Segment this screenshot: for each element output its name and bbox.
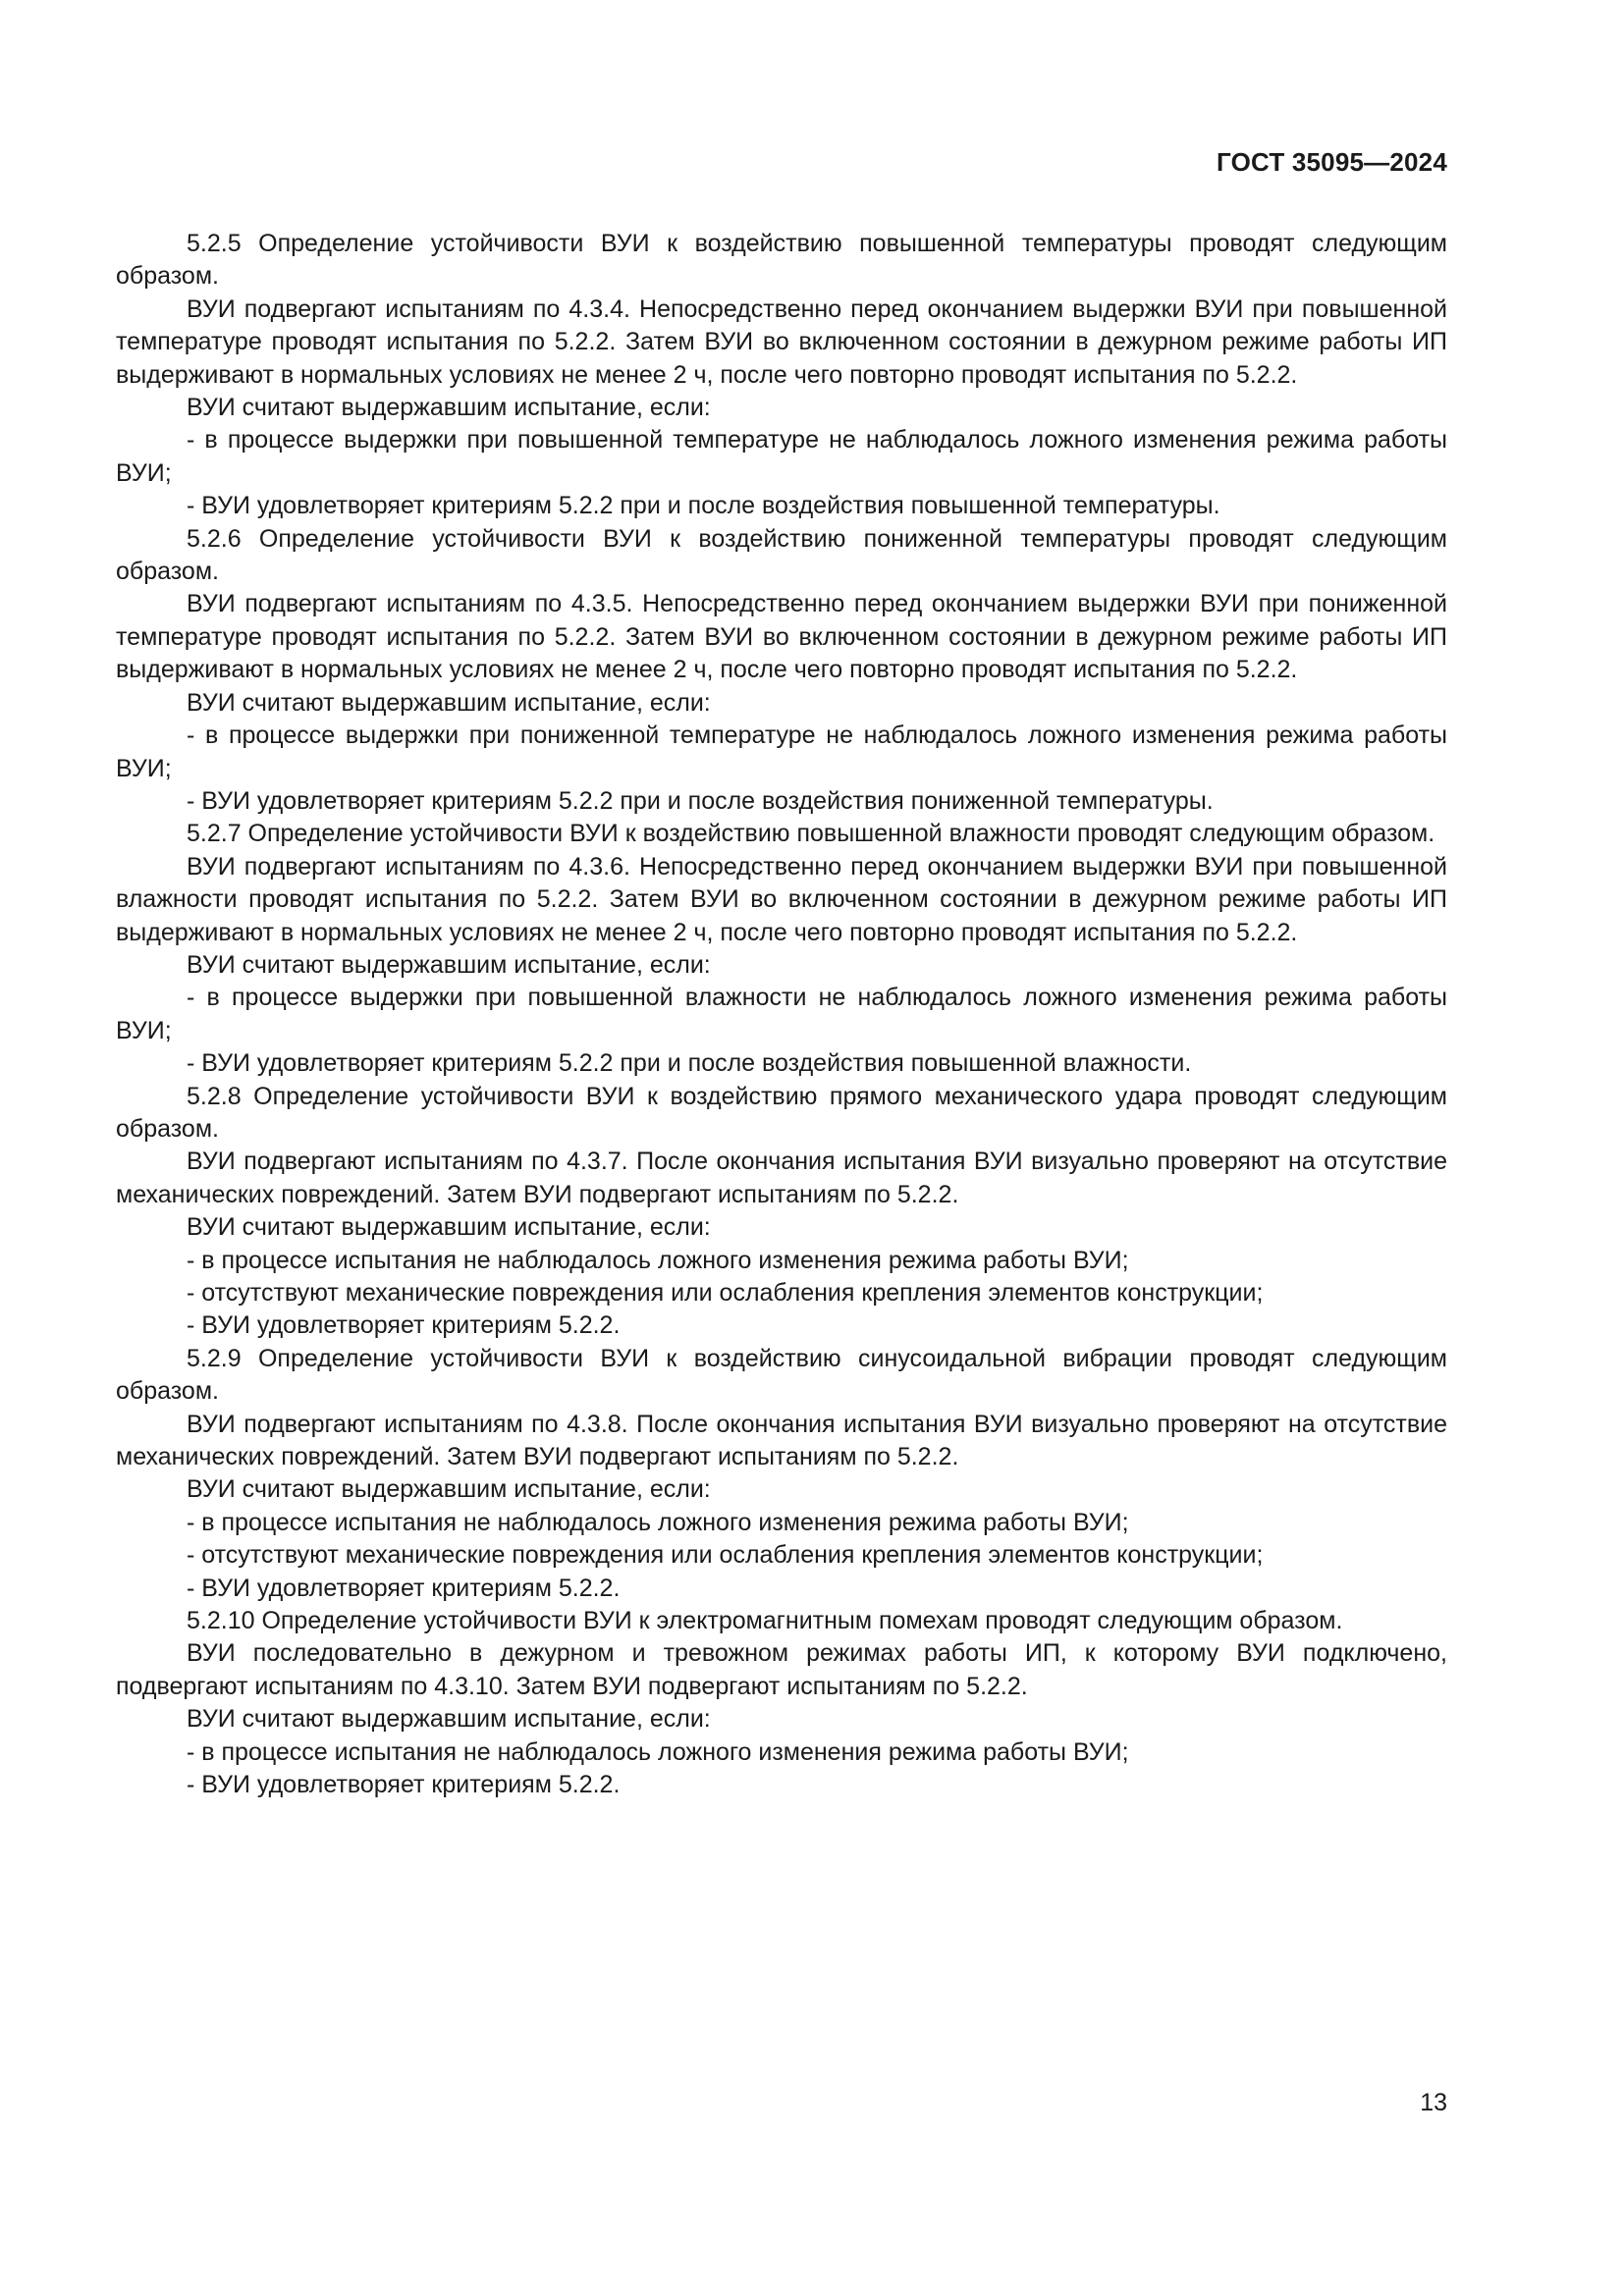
paragraph: 5.2.6 Определение устойчивости ВУИ к воздействию пониженной температуры проводят следующим образом. bbox=[116, 524, 1447, 586]
paragraph: 5.2.8 Определение устойчивости ВУИ к воздействию прямого механического удара проводят следующим образом. bbox=[116, 1082, 1447, 1143]
list-item: - отсутствуют механические повреждения или ослабления крепления элементов конструкции; bbox=[187, 1541, 1264, 1570]
paragraph: ВУИ считают выдержавшим испытание, если: bbox=[187, 1213, 711, 1242]
paragraph: ВУИ считают выдержавшим испытание, если: bbox=[187, 1475, 711, 1504]
list-item: - ВУИ удовлетворяет критериям 5.2.2 при и после воздействия повышенной температуры. bbox=[187, 492, 1220, 520]
list-item: - в процессе испытания не наблюдалось ложного изменения режима работы ВУИ; bbox=[187, 1508, 1129, 1536]
paragraph: 5.2.5 Определение устойчивости ВУИ к воздействию повышенной температуры проводят следующим образом. bbox=[116, 230, 1447, 291]
list-item: - отсутствуют механические повреждения или ослабления крепления элементов конструкции; bbox=[187, 1279, 1264, 1307]
document-body bbox=[116, 228, 1447, 1802]
paragraph: ВУИ подвергают испытаниям по 4.3.4. Непосредственно перед окончанием выдержки ВУИ при повышенной температуре проводят испытания по 5.2.2. Затем ВУИ во включенном состоянии в дежурном режиме работы ИП выдерживают в нормальных условиях не менее 2 ч, после чего повторно проводят испытания по 5.2.2. bbox=[116, 294, 1447, 389]
document-code: ГОСТ 35095—2024 bbox=[1217, 147, 1447, 177]
paragraph: ВУИ подвергают испытаниям по 4.3.5. Непосредственно перед окончанием выдержки ВУИ при пониженной температуре проводят испытания по 5.2.2. Затем ВУИ во включенном состоянии в дежурном режиме работы ИП выдерживают в нормальных условиях не менее 2 ч, после чего повторно проводят испытания по 5.2.2. bbox=[116, 590, 1447, 684]
paragraph: ВУИ считают выдержавшим испытание, если: bbox=[187, 394, 711, 422]
paragraph: ВУИ подвергают испытаниям по 4.3.7. После окончания испытания ВУИ визуально проверяют на отсутствие механических повреждений. Затем ВУИ подвергают испытаниям по 5.2.2. bbox=[116, 1148, 1447, 1208]
paragraph: ВУИ подвергают испытаниям по 4.3.6. Непосредственно перед окончанием выдержки ВУИ при повышенной влажности проводят испытания по 5.2.2. Затем ВУИ во включенном состоянии в дежурном режиме работы ИП выдерживают в нормальных условиях не менее 2 ч, после чего повторно проводят испытания по 5.2.2. bbox=[116, 852, 1447, 946]
page-number: 13 bbox=[1420, 2089, 1447, 2116]
list-item: - ВУИ удовлетворяет критериям 5.2.2 при и после воздействия пониженной температуры. bbox=[187, 786, 1214, 815]
list-item: - в процессе испытания не наблюдалось ложного изменения режима работы ВУИ; bbox=[187, 1737, 1129, 1766]
list-item: - ВУИ удовлетворяет критериям 5.2.2. bbox=[187, 1771, 621, 1799]
paragraph: 5.2.9 Определение устойчивости ВУИ к воздействию синусоидальной вибрации проводят следующим образом. bbox=[116, 1344, 1447, 1406]
list-item: - ВУИ удовлетворяет критериям 5.2.2. bbox=[187, 1311, 621, 1340]
list-item: - в процессе испытания не наблюдалось ложного изменения режима работы ВУИ; bbox=[187, 1246, 1129, 1274]
paragraph: ВУИ считают выдержавшим испытание, если: bbox=[187, 688, 711, 717]
paragraph: ВУИ считают выдержавшим испытание, если: bbox=[187, 1705, 711, 1734]
list-item: - в процессе выдержки при повышенной влажности не наблюдалось ложного изменения режима работы ВУИ; bbox=[116, 984, 1447, 1044]
paragraph: ВУИ подвергают испытаниям по 4.3.8. После окончания испытания ВУИ визуально проверяют на отсутствие механических повреждений. Затем ВУИ подвергают испытаниям по 5.2.2. bbox=[116, 1410, 1447, 1471]
list-item: - в процессе выдержки при пониженной температуре не наблюдалось ложного изменения режима работы ВУИ; bbox=[116, 721, 1447, 782]
list-item: - ВУИ удовлетворяет критериям 5.2.2. bbox=[187, 1574, 621, 1602]
paragraph: 5.2.10 Определение устойчивости ВУИ к электромагнитным помехам проводят следующим образом. bbox=[187, 1607, 1343, 1635]
paragraph: 5.2.7 Определение устойчивости ВУИ к воздействию повышенной влажности проводят следующим образом. bbox=[187, 820, 1435, 848]
paragraph: ВУИ считают выдержавшим испытание, если: bbox=[187, 950, 711, 979]
paragraph: ВУИ последовательно в дежурном и тревожном режимах работы ИП, к которому ВУИ подключено, подвергают испытаниям по 4.3.10. Затем ВУИ подвергают испытаниям по 5.2.2. bbox=[116, 1639, 1447, 1700]
list-item: - ВУИ удовлетворяет критериям 5.2.2 при и после воздействия повышенной влажности. bbox=[187, 1049, 1192, 1078]
list-item: - в процессе выдержки при повышенной температуре не наблюдалось ложного изменения режима работы ВУИ; bbox=[116, 426, 1447, 487]
